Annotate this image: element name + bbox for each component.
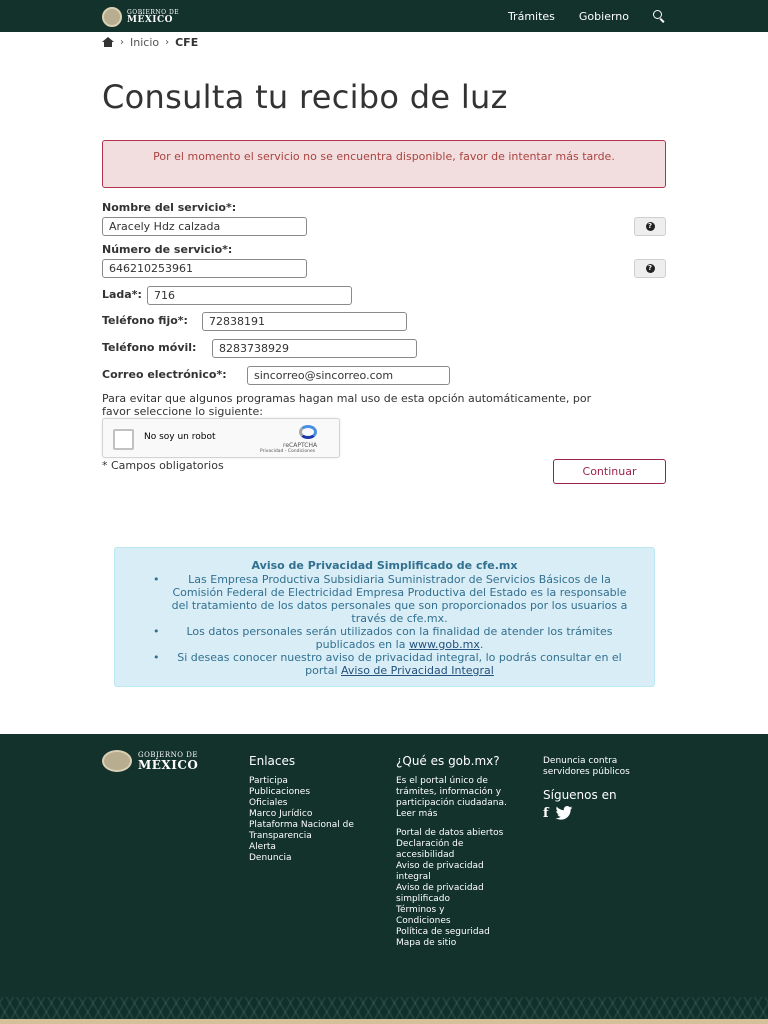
- footer-link[interactable]: Alerta: [249, 842, 276, 852]
- footer-link[interactable]: Portal de datos abiertos: [396, 828, 504, 838]
- telefono-fijo-input[interactable]: [202, 312, 407, 331]
- breadcrumb-current: CFE: [175, 35, 199, 49]
- privacy-item: • Los datos personales serán utilizados con la finalidad de atender los trámites publicados en la www.gob.mx.: [125, 625, 644, 651]
- numero-label: Número de servicio*:: [102, 243, 233, 256]
- footer-link[interactable]: Denuncia: [249, 853, 292, 863]
- footer-link[interactable]: Plataforma Nacional de Transparencia: [249, 820, 354, 841]
- telefono-movil-input[interactable]: [212, 339, 417, 358]
- footer-logo-big: MÉXICO: [138, 757, 199, 772]
- recaptcha-terms-link[interactable]: Privacidad - Condiciones: [260, 449, 316, 454]
- footer-logo-small: GOBIERNO DE: [138, 750, 198, 759]
- nav-tramites[interactable]: Trámites: [507, 9, 555, 23]
- privacy-notice: [114, 547, 655, 687]
- social-icons: [543, 806, 663, 820]
- footer-link[interactable]: Participa: [249, 776, 288, 786]
- siguenos-title: Síguenos en: [543, 788, 617, 802]
- recaptcha-checkbox[interactable]: [113, 429, 134, 450]
- numero-help-button[interactable]: [634, 259, 666, 278]
- footer-enlaces: [249, 754, 369, 864]
- recaptcha-widget: [102, 418, 340, 458]
- seal-icon: [102, 750, 132, 772]
- footer-que-es-title: ¿Qué es gob.mx?: [396, 754, 500, 768]
- breadcrumb: [102, 35, 198, 49]
- denuncia-link[interactable]: Denuncia contra servidores públicos: [543, 756, 630, 777]
- correo-label: Correo electrónico*:: [102, 368, 227, 381]
- privacy-item: • Las Empresa Productiva Subsidiaria Suministrador de Servicios Básicos de la Comisión Federal de Electricidad Empresa Productiva del Estado es la responsable del tratamiento de los datos personales que son proporcionados por los usuarios a través de cfe.mx.: [125, 573, 644, 625]
- chevron-right-icon: ›: [165, 36, 170, 48]
- continue-button[interactable]: Continuar: [553, 459, 666, 484]
- footer-link[interactable]: Política de seguridad: [396, 927, 490, 937]
- footer-link[interactable]: Términos y Condiciones: [396, 905, 451, 926]
- footer: [0, 734, 768, 997]
- footer-link[interactable]: Publicaciones Oficiales: [249, 787, 311, 808]
- nombre-label: Nombre del servicio*:: [102, 201, 237, 214]
- nav-gobierno[interactable]: Gobierno: [578, 9, 629, 23]
- correo-input[interactable]: [247, 366, 450, 385]
- seal-icon: [102, 7, 122, 27]
- recaptcha-label: No soy un robot: [144, 432, 216, 442]
- footer-stripe: [0, 1019, 768, 1024]
- footer-link[interactable]: Aviso de privacidad integral: [396, 861, 484, 882]
- lada-input[interactable]: [147, 286, 352, 305]
- leer-mas-link[interactable]: Leer más: [396, 809, 438, 819]
- gob-mx-link[interactable]: www.gob.mx: [408, 638, 480, 651]
- footer-link[interactable]: Mapa de sitio: [396, 938, 457, 948]
- privacy-title: Aviso de Privacidad Simplificado de cfe.mx: [251, 559, 518, 572]
- telefono-movil-label: Teléfono móvil:: [102, 341, 197, 354]
- logo-big-text: MÉXICO: [127, 15, 174, 25]
- required-fields-note: * Campos obligatorios: [102, 459, 224, 472]
- breadcrumb-inicio[interactable]: Inicio: [130, 35, 160, 49]
- privacy-integral-link[interactable]: Aviso de Privacidad Integral: [341, 664, 494, 677]
- nombre-input[interactable]: [102, 217, 307, 236]
- footer-que-es: [396, 754, 516, 949]
- footer-que-es-text: Es el portal único de trámites, información y participación ciudadana.: [396, 776, 507, 808]
- twitter-icon[interactable]: [555, 806, 573, 820]
- privacy-item: • Si deseas conocer nuestro aviso de privacidad integral, lo podrás consultar en el portal Aviso de Privacidad Integral: [125, 651, 644, 677]
- footer-link[interactable]: Marco Jurídico: [249, 809, 313, 819]
- logo-small-text: GOBIERNO DE: [127, 9, 180, 16]
- telefono-fijo-label: Teléfono fijo*:: [102, 314, 188, 327]
- footer-link[interactable]: Aviso de privacidad simplificado: [396, 883, 484, 904]
- numero-input[interactable]: [102, 259, 307, 278]
- footer-logo[interactable]: [102, 750, 198, 772]
- facebook-icon[interactable]: f: [543, 805, 549, 821]
- error-alert: Por el momento el servicio no se encuentra disponible, favor de intentar más tarde.: [102, 140, 666, 188]
- footer-link[interactable]: Declaración de accesibilidad: [396, 839, 464, 860]
- search-icon[interactable]: [653, 10, 666, 23]
- footer-enlaces-title: Enlaces: [249, 754, 296, 768]
- nav-links: [508, 0, 666, 32]
- question-icon: ?: [646, 222, 655, 231]
- lada-label: Lada*:: [102, 288, 142, 301]
- home-icon[interactable]: [102, 37, 114, 48]
- recaptcha-instructions: Para evitar que algunos programas hagan mal uso de esta opción automáticamente, por favor seleccione lo siguiente:: [102, 392, 592, 418]
- question-icon: ?: [646, 264, 655, 273]
- recaptcha-logo-icon: [297, 423, 319, 441]
- chevron-right-icon: ›: [120, 36, 124, 48]
- nombre-help-button[interactable]: [634, 217, 666, 236]
- gobierno-logo[interactable]: [102, 7, 179, 27]
- top-navbar: [0, 0, 768, 32]
- recaptcha-brand: reCAPTCHA: [283, 442, 318, 449]
- footer-right: [543, 756, 663, 820]
- page-title: Consulta tu recibo de luz: [102, 78, 508, 116]
